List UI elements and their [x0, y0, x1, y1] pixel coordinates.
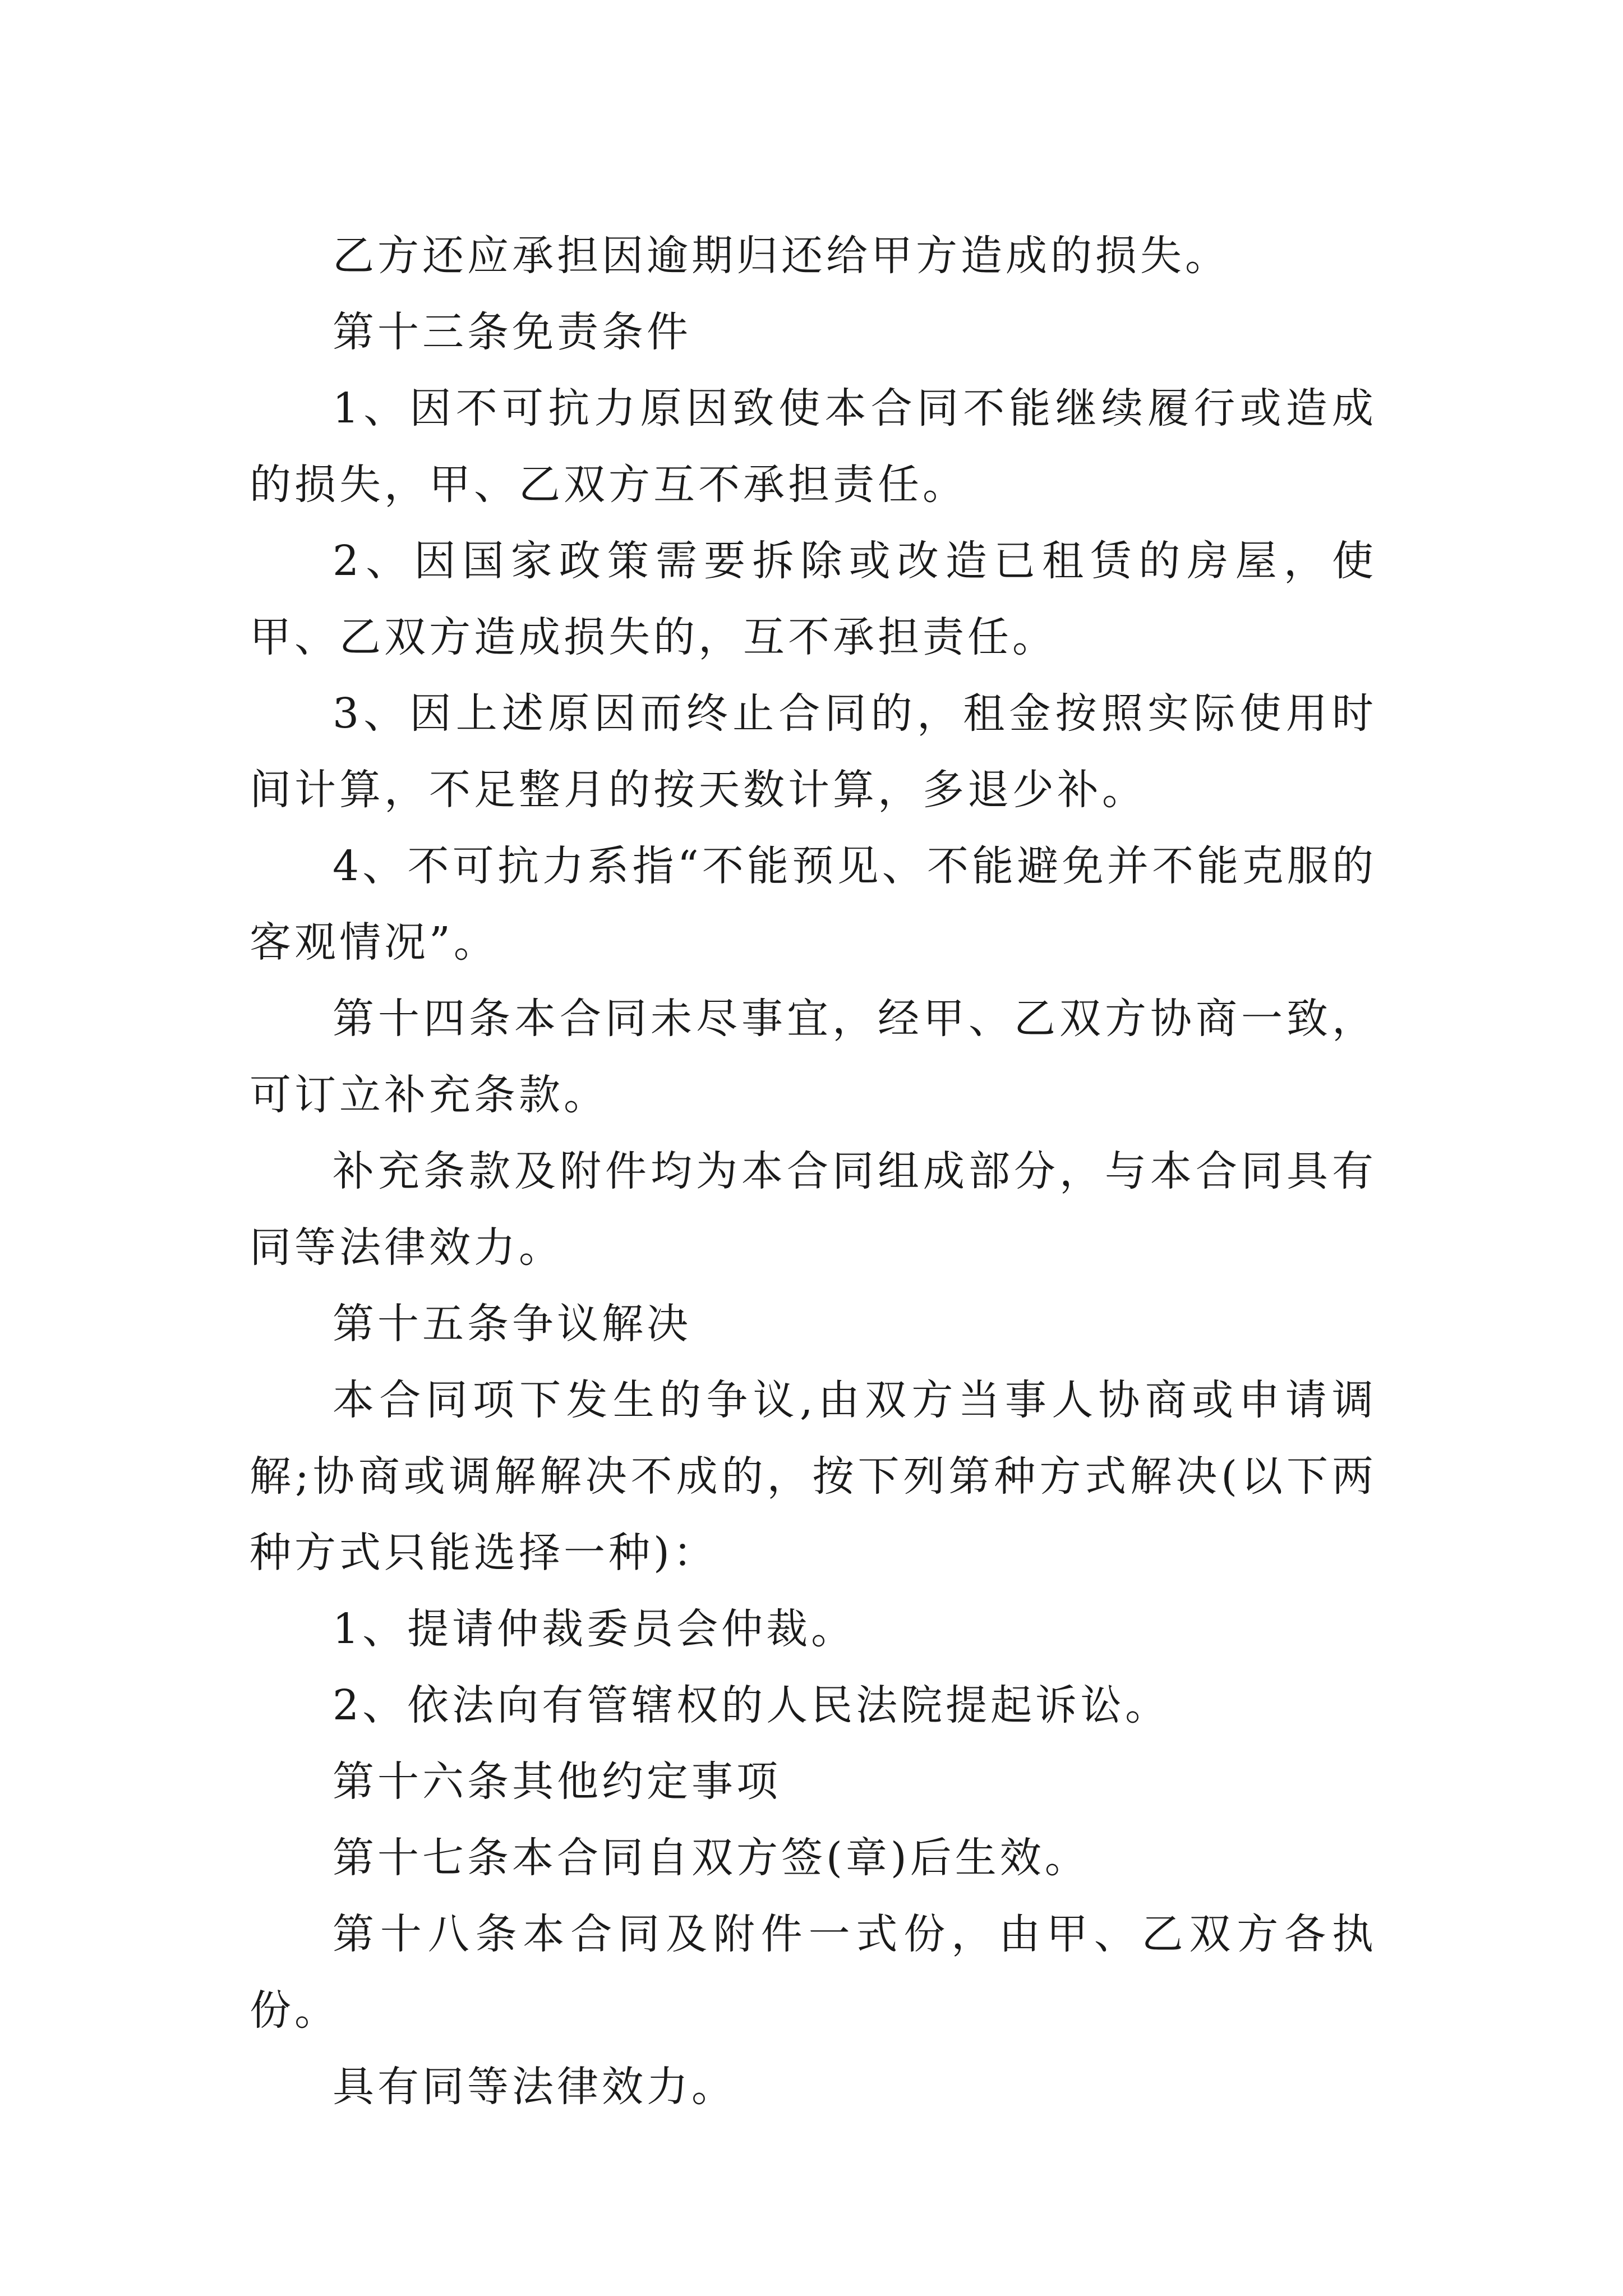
- heading-article-13: 第十三条免责条件: [333, 308, 691, 356]
- paragraph-force-majeure-1: 1、因不可抗力原因致使本合同不能继续履行或造成的损失，甲、乙双方互不承担责任。: [250, 384, 1377, 509]
- paragraph-supplementary-terms: 补充条款及附件均为本合同组成部分，与本合同具有同等法律效力。: [250, 1147, 1377, 1272]
- heading-article-15: 第十五条争议解决: [333, 1300, 691, 1348]
- heading-article-18: 第十八条本合同及附件一式份，由甲、乙双方各执份。: [250, 1910, 1377, 2035]
- paragraph-policy-demolition-2: 2、因国家政策需要拆除或改造已租赁的房屋，使甲、乙双方造成损失的，互不承担责任。: [250, 537, 1377, 661]
- heading-article-16: 第十六条其他约定事项: [333, 1757, 781, 1806]
- heading-article-14: 第十四条本合同未尽事宜，经甲、乙双方协商一致，可订立补充条款。: [250, 995, 1377, 1119]
- paragraph-litigation-option: 2、依法向有管辖权的人民法院提起诉讼。: [333, 1681, 1170, 1729]
- paragraph-equal-legal-effect: 具有同等法律效力。: [333, 2063, 736, 2111]
- heading-article-17: 第十七条本合同自双方签(章)后生效。: [333, 1834, 1090, 1882]
- document-body: [250, 218, 1377, 2125]
- paragraph-loss-liability: 乙方还应承担因逾期归还给甲方造成的损失。: [333, 232, 1230, 280]
- paragraph-force-majeure-definition-4: 4、不可抗力系指“不能预见、不能避免并不能克服的客观情况”。: [250, 842, 1377, 967]
- paragraph-dispute-resolution: 本合同项下发生的争议,由双方当事人协商或申请调解;协商或调解解决不成的，按下列第种方式解决(以下两种方式只能选择一种)：: [250, 1376, 1377, 1577]
- paragraph-rent-settlement-3: 3、因上述原因而终止合同的，租金按照实际使用时间计算，不足整月的按天数计算，多退少补。: [250, 689, 1377, 814]
- paragraph-arbitration-option: 1、提请仲裁委员会仲裁。: [333, 1605, 856, 1653]
